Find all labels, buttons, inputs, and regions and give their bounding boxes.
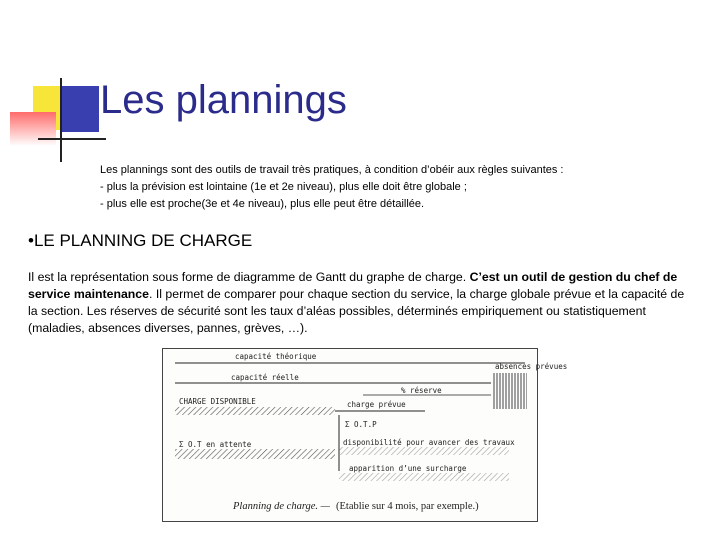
decor-red-gradient <box>10 112 56 146</box>
intro-text <box>100 162 564 213</box>
label-surcharge: apparition d’une surcharge <box>349 464 467 473</box>
paragraph-part-1: Il est la représentation sous forme de diagramme de Gantt du graphe de charge. <box>28 270 470 284</box>
pending-ot-bar <box>175 449 335 459</box>
label-sot: Σ O.T.P <box>345 420 377 429</box>
section-heading: •LE PLANNING DE CHARGE <box>28 231 253 250</box>
label-reserve: % réserve <box>401 386 442 395</box>
overload-bar <box>339 473 509 481</box>
planning-figure <box>162 348 568 522</box>
caption-normal: (Etablie sur 4 mois, par exemple.) <box>336 501 479 512</box>
label-capacite-reelle: capacité réelle <box>231 373 299 382</box>
availability-bar <box>339 447 509 455</box>
decor-horizontal-line <box>38 138 106 140</box>
paragraph-part-2: . Il permet de comparer pour chaque section du service, la charge globale prévue et la capacité de la section. Les réserves de sécurité sont les taux d’aléas possibles, déterminés empiriquement ou statistiquement (maladies, absences diverses, pannes, grèves, …). <box>28 287 685 335</box>
intro-line-2: - plus la prévision est lointaine (1e et 2e niveau), plus elle doit être globale ; <box>100 181 467 193</box>
body-paragraph <box>28 269 692 337</box>
slide-title: Les plannings <box>100 78 347 122</box>
intro-line-1: Les plannings sont des outils de travail très pratiques, à condition d’obéir aux règles suivantes : <box>100 164 564 176</box>
label-charge-disponible: CHARGE DISPONIBLE <box>179 397 256 406</box>
decor-blue-square <box>61 86 99 132</box>
label-absences-prevues: absences prévues <box>495 362 568 371</box>
caption-italic: Planning de charge. — <box>233 501 331 512</box>
absences-block <box>493 373 527 409</box>
decor-vertical-line <box>60 78 62 162</box>
figure-caption <box>232 501 479 512</box>
available-load-bar <box>175 407 335 415</box>
label-capacite-theorique: capacité théorique <box>235 352 317 361</box>
label-charge-prevue: charge prévue <box>347 400 406 409</box>
label-disponibilite: disponibilité pour avancer des travaux <box>343 438 515 447</box>
planning-diagram <box>163 349 568 521</box>
intro-line-3: - plus elle est proche(3e et 4e niveau), plus elle peut être détaillée. <box>100 198 425 210</box>
paragraph-bold: C’est un outil de gestion du chef de service maintenance <box>28 270 678 301</box>
label-ot-attente: Σ O.T en attente <box>179 440 252 449</box>
